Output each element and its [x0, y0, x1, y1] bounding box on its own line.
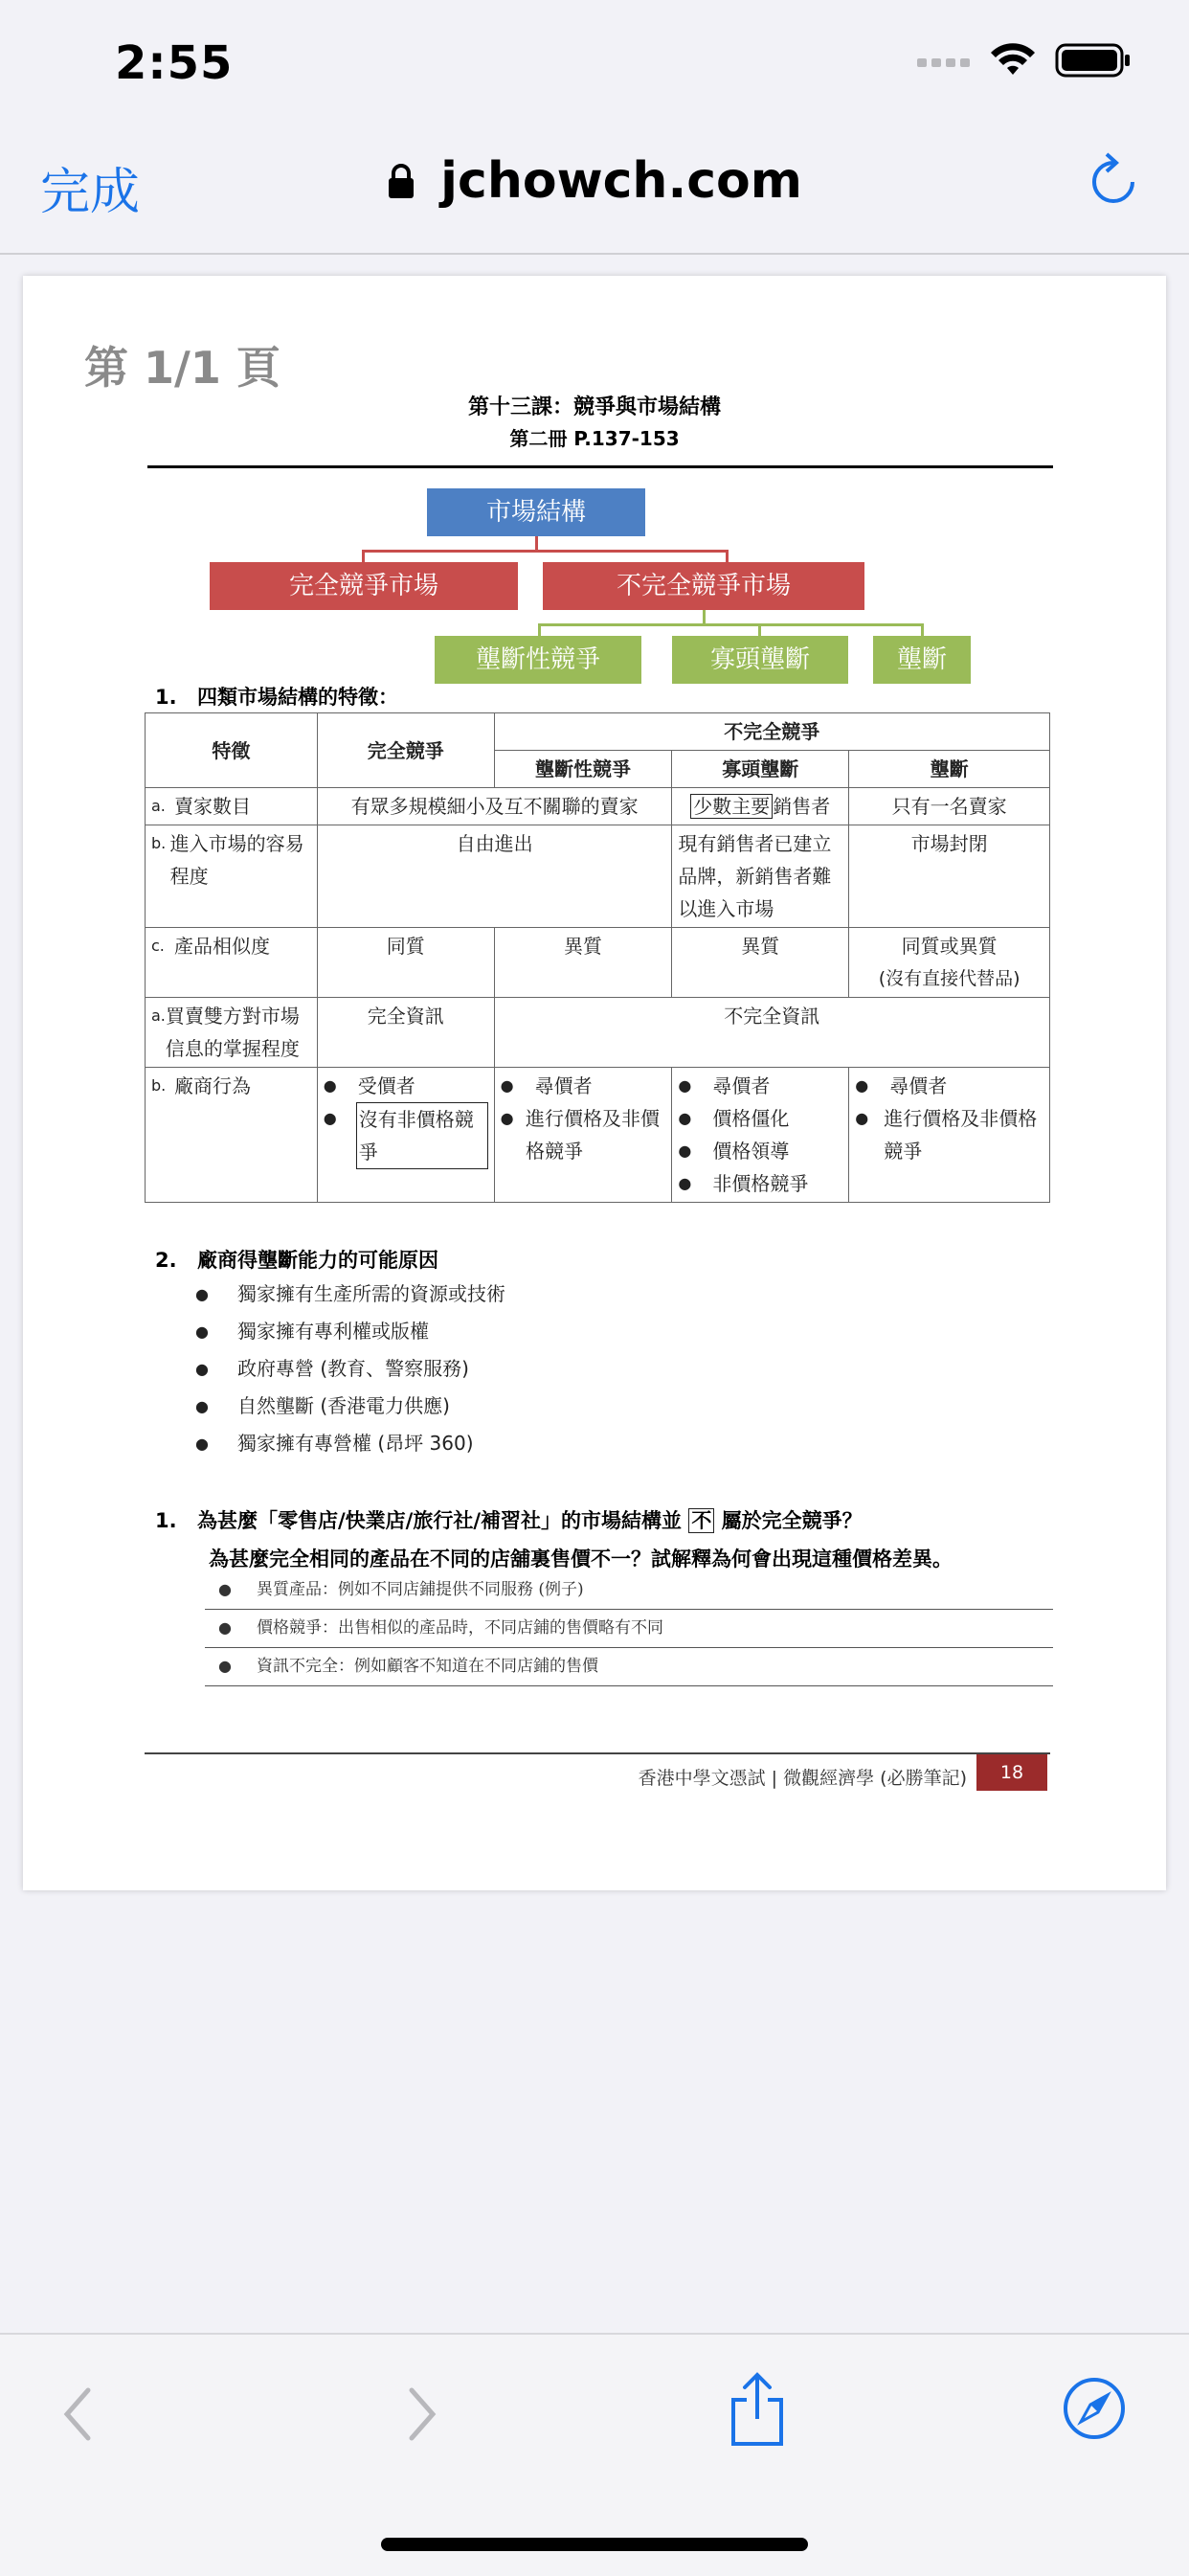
th-oligopoly: 寡頭壟斷: [672, 751, 849, 788]
list-item: ● 獨家擁有專利權或版權: [195, 1320, 429, 1343]
reasons-list: [195, 1276, 505, 1462]
browser-nav-bar: [0, 115, 1189, 255]
reload-button[interactable]: [1088, 151, 1139, 215]
th-feature: 特徵: [146, 713, 318, 788]
footer-page-number: 18: [976, 1754, 1047, 1791]
table-row: a. 買賣雙方對市場信息的掌握程度 完全資訊 不完全資訊: [146, 998, 1050, 1068]
section2-title: 2. 廠商得壟斷能力的可能原因: [155, 1249, 438, 1272]
forward-button[interactable]: [402, 2381, 440, 2452]
safari-button[interactable]: [1063, 2377, 1126, 2444]
status-time: 2:55: [115, 36, 234, 90]
share-button[interactable]: [728, 2371, 787, 2452]
chevron-left-icon: [59, 2381, 98, 2448]
diagram-root: 市場結構: [427, 488, 645, 536]
answer-line: ● 資訊不完全：例如顧客不知道在不同店鋪的售價: [205, 1647, 1053, 1686]
diagram-monocomp: 壟斷性競爭: [435, 636, 641, 684]
back-button[interactable]: [59, 2381, 98, 2452]
status-bar: [0, 0, 1189, 115]
lock-icon: [387, 162, 415, 200]
share-icon: [728, 2371, 787, 2448]
list-item: ● 政府專營 (教育、警察服務): [195, 1357, 469, 1380]
answer-line: ● 異質產品：例如不同店鋪提供不同服務 (例子): [205, 1570, 1053, 1610]
url-text: jchowch.com: [440, 152, 802, 210]
wifi-icon: [990, 42, 1036, 79]
diagram-perfect: 完全競爭市場: [210, 562, 518, 610]
diagram-oligopoly: 寡頭壟斷: [672, 636, 848, 684]
question-line2: 為甚麼完全相同的產品在不同的店舖裏售價不一？試解釋為何會出現這種價格差異。: [209, 1548, 953, 1570]
doc-title: 第十三課：競爭與市場結構: [467, 395, 721, 419]
section1-title: 1. 四類市場結構的特徵：: [155, 686, 398, 709]
features-table: [145, 712, 1050, 1203]
page-indicator: 第 1/1 頁: [84, 342, 280, 394]
list-item: ● 獨家擁有生產所需的資源或技術: [195, 1282, 505, 1305]
diagram-monopoly: 壟斷: [873, 636, 971, 684]
diagram-imperfect: 不完全競爭市場: [543, 562, 864, 610]
footer-rule: [145, 1752, 1050, 1754]
question-line1: 1. 為甚麼「零售店/快業店/旅行社/補習社」的市場結構並 不 屬於完全競爭？: [155, 1509, 863, 1532]
table-row: a. 賣家數目 有眾多規模細小及互不關聯的賣家 少數主要 銷售者 只有一名賣家: [146, 788, 1050, 825]
th-monocomp: 壟斷性競爭: [494, 751, 672, 788]
th-perfect: 完全競爭: [317, 713, 494, 788]
table-row: b. 進入市場的容易程度 自由進出 現有銷售者已建立品牌，新銷售者難以進入市場 市場封閉: [146, 825, 1050, 928]
done-button[interactable]: 完成: [40, 164, 141, 221]
home-indicator: [381, 2538, 808, 2551]
url-bar[interactable]: [0, 149, 1189, 210]
list-item: ● 自然壟斷 (香港電力供應): [195, 1394, 450, 1417]
list-item: ● 獨家擁有專營權 (昂坪 360): [195, 1432, 474, 1455]
th-imperfect: 不完全競爭: [494, 713, 1049, 751]
chevron-right-icon: [402, 2381, 440, 2448]
footer-text: 香港中學文憑試 | 微觀經濟學 (必勝筆記): [638, 1768, 967, 1789]
doc-subtitle: 第二冊 P.137-153: [509, 427, 680, 450]
battery-icon: [1055, 42, 1132, 79]
document-page: [23, 276, 1166, 1890]
table-row: b. 廠商行為 ● 受價者 ● 沒有非價格競爭 ● 尋價者 ● 進行價格及非價格競爭 ● 尋價者 ● 價格僵化 ● 價格領導 ● 非價格競爭 ● 尋價者 ● 進行價格及非價格競爭: [146, 1068, 1050, 1203]
title-rule: [147, 465, 1053, 468]
compass-icon: [1063, 2377, 1126, 2440]
table-row: c. 產品相似度 同質 異質 異質 同質或異質 (沒有直接代替品): [146, 928, 1050, 998]
th-monopoly: 壟斷: [849, 751, 1050, 788]
reload-icon: [1088, 151, 1139, 211]
signal-icon: [917, 54, 971, 67]
answer-line: ● 價格競爭：出售相似的產品時，不同店鋪的售價略有不同: [205, 1609, 1053, 1648]
